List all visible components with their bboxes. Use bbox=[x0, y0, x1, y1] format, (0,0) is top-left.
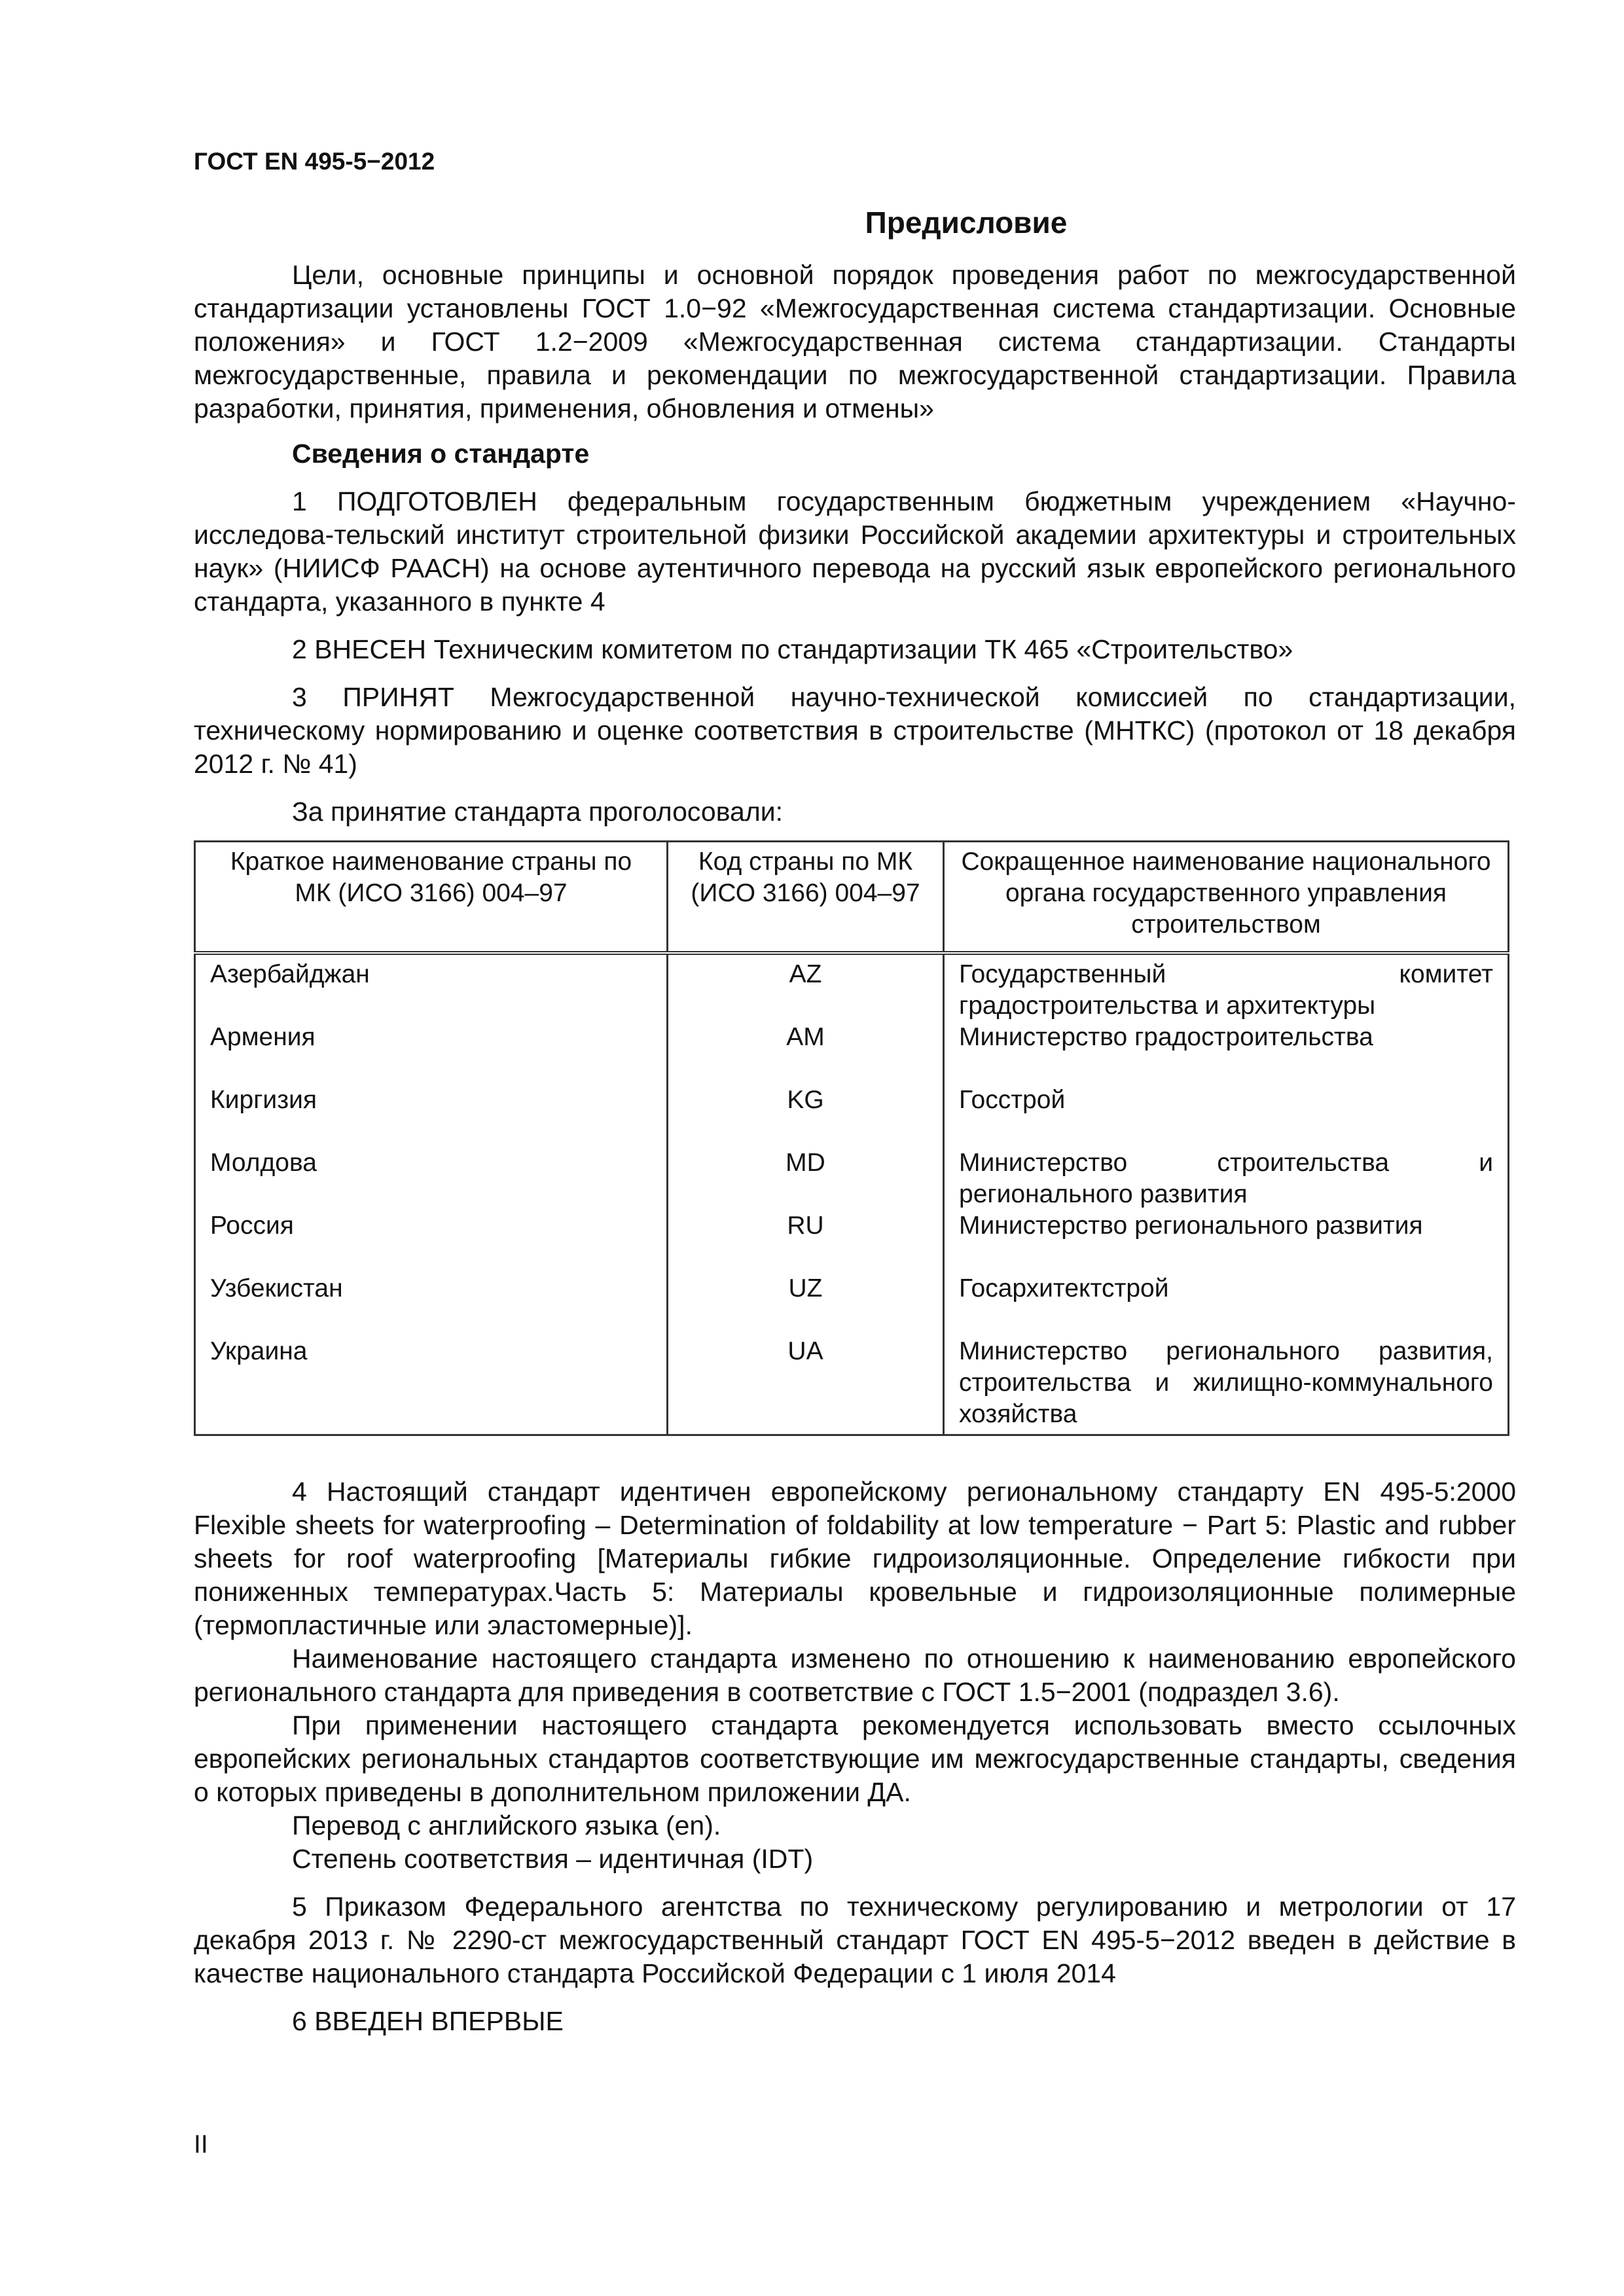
header-organ: Сокращенное наименование национального органа государственного управления строительством bbox=[944, 841, 1509, 953]
item-4-identical: 4 Настоящий стандарт идентичен европейскому региональному стандарту EN 495-5:2000 Flexible sheets for waterproofing – Determination of foldability at low temperature − Part 5: Plastic and rubber sheets for roof waterproofing [Материалы гибкие гидроизоляционные. Определение гибкости при пониженных температурах.Часть 5: Материалы кровельные и гидроизоляционные полимерные (термопластичные или эластомерные)]. bbox=[194, 1476, 1516, 1640]
cell-organ: Министерство строительства и регионального развития bbox=[944, 1147, 1509, 1210]
cell-organ: Министерство регионального развития bbox=[944, 1210, 1509, 1273]
cell-country: Молдова bbox=[195, 1147, 668, 1210]
cell-organ: Госархитектстрой bbox=[944, 1273, 1509, 1336]
item-4-references: При применении настоящего стандарта рекомендуется использовать вместо ссылочных европейских региональных стандартов соответствующие им межгосударственные стандарты, сведения о которых приведены в дополнительном приложении ДА. bbox=[194, 1710, 1516, 1807]
vote-intro: За принятие стандарта проголосовали: bbox=[292, 796, 784, 827]
cell-country: Киргизия bbox=[195, 1085, 668, 1147]
item-4-translation: Перевод с английского языка (en). bbox=[292, 1810, 721, 1840]
item-6-first-introduced: 6 ВВЕДЕН ВПЕРВЫЕ bbox=[292, 2005, 564, 2036]
table-row bbox=[195, 1273, 1509, 1336]
table-row bbox=[195, 1147, 1509, 1210]
table-row bbox=[195, 1210, 1509, 1273]
item-5-order: 5 Приказом Федерального агентства по техническому регулированию и метрологии от 17 декабря 2013 г. № 2290-ст межгосударственный стандарт ГОСТ EN 495-5−2012 введен в действие в качестве национального стандарта Российской Федерации с 1 июля 2014 bbox=[194, 1891, 1516, 1988]
intro-paragraph: Цели, основные принципы и основной порядок проведения работ по межгосударственной стандартизации установлены ГОСТ 1.0−92 «Межгосударственная система стандартизации. Основные положения» и ГОСТ 1.2−2009 «Межгосударственная система стандартизации. Стандарты межгосударственные, правила и рекомендации по межгосударственной стандартизации. Правила разработки, принятия, применения, обновления и отмены» bbox=[194, 259, 1516, 423]
item-2-introduced: 2 ВНЕСЕН Техническим комитетом по стандартизации ТК 465 «Строительство» bbox=[292, 634, 1293, 664]
cell-code: UZ bbox=[668, 1273, 944, 1336]
page-title: Предисловие bbox=[865, 206, 1068, 240]
cell-code: AZ bbox=[668, 953, 944, 1022]
cell-code: UA bbox=[668, 1336, 944, 1435]
header-code: Код страны по МК (ИСО 3166) 004–97 bbox=[668, 841, 944, 953]
cell-country: Украина bbox=[195, 1336, 668, 1435]
cell-code: MD bbox=[668, 1147, 944, 1210]
cell-country: Россия bbox=[195, 1210, 668, 1273]
document-code-header: ГОСТ EN 495-5−2012 bbox=[194, 148, 435, 175]
table-row bbox=[195, 1336, 1509, 1435]
cell-organ: Министерство градостроительства bbox=[944, 1022, 1509, 1085]
cell-code: AM bbox=[668, 1022, 944, 1085]
table-row bbox=[195, 1085, 1509, 1147]
member-countries-table bbox=[194, 840, 1509, 1436]
item-1-prepared: 1 ПОДГОТОВЛЕН федеральным государственным бюджетным учреждением «Научно-исследова-тельский институт строительной физики Российской академии архитектуры и строительных наук» (НИИСФ РААСН) на основе аутентичного перевода на русский язык европейского регионального стандарта, указанного в пункте 4 bbox=[194, 486, 1516, 617]
item-3-adopted: 3 ПРИНЯТ Межгосударственной научно-технической комиссией по стандартизации, техническому нормированию и оценке соответствия в строительстве (МНТКС) (протокол от 18 декабря 2012 г. № 41) bbox=[194, 681, 1516, 779]
cell-code: RU bbox=[668, 1210, 944, 1273]
table-row bbox=[195, 1022, 1509, 1085]
section-heading-info: Сведения о стандарте bbox=[292, 438, 590, 469]
cell-code: KG bbox=[668, 1085, 944, 1147]
cell-country: Армения bbox=[195, 1022, 668, 1085]
page-number: II bbox=[194, 2130, 208, 2159]
cell-country: Азербайджан bbox=[195, 953, 668, 1022]
cell-country: Узбекистан bbox=[195, 1273, 668, 1336]
table-row bbox=[195, 953, 1509, 1022]
header-country: Краткое наименование страны по МК (ИСО 3166) 004–97 bbox=[195, 841, 668, 953]
cell-organ: Госстрой bbox=[944, 1085, 1509, 1147]
table-header-row bbox=[195, 841, 1509, 953]
item-4-name-change: Наименование настоящего стандарта изменено по отношению к наименованию европейского регионального стандарта для приведения в соответствие с ГОСТ 1.5−2001 (подраздел 3.6). bbox=[194, 1643, 1516, 1707]
cell-organ: Государственный комитет градостроительства и архитектуры bbox=[944, 953, 1509, 1022]
item-4-degree: Степень соответствия – идентичная (IDT) bbox=[292, 1843, 814, 1874]
document-page bbox=[194, 147, 1516, 2038]
cell-organ: Министерство регионального развития, строительства и жилищно-коммунального хозяйства bbox=[944, 1336, 1509, 1435]
